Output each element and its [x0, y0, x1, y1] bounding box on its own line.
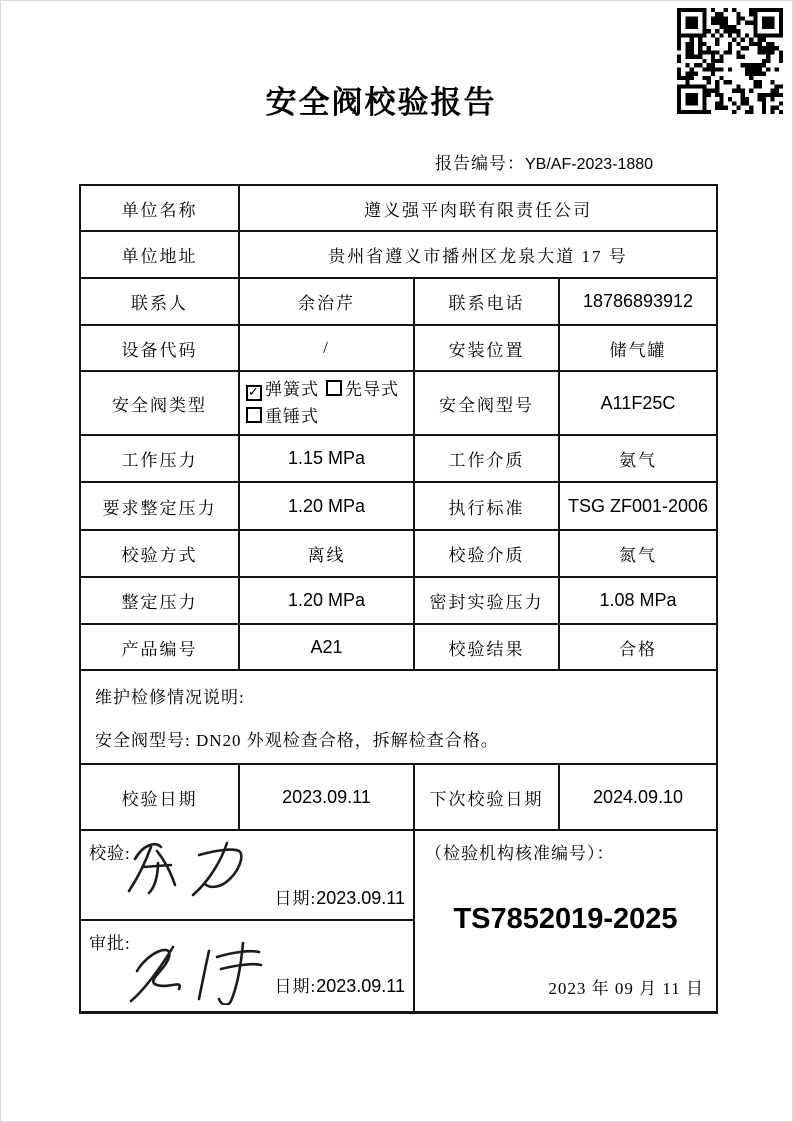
calibrator-label: 校验:	[89, 844, 131, 863]
next-calibration-date-label: 下次校验日期	[414, 764, 559, 830]
next-calibration-date-value: 2024.09.10	[559, 764, 717, 830]
calibrator-signature-cell	[80, 830, 414, 920]
approver-signature	[117, 933, 272, 1005]
valve-type-option-label: 重锤式	[265, 407, 319, 426]
calibration-medium-label: 校验介质	[414, 530, 559, 577]
set-pressure-label: 整定压力	[80, 577, 239, 624]
approver-label: 审批:	[89, 934, 131, 953]
checkbox-checked-icon: ✓	[246, 385, 262, 401]
calibrator-signature	[121, 835, 261, 897]
report-table	[79, 184, 718, 1014]
standard-value: TSG ZF001-2006	[559, 482, 717, 530]
set-pressure-value: 1.20 MPa	[239, 577, 414, 624]
valve-model-label: 安全阀型号	[414, 371, 559, 435]
table-row	[80, 185, 717, 231]
report-number-label: 报告编号：	[435, 154, 525, 173]
maintenance-title: 维护检修情况说明:	[95, 688, 245, 707]
required-set-pressure-value: 1.20 MPa	[239, 482, 414, 530]
calibration-medium-value: 氮气	[559, 530, 717, 577]
table-row	[80, 231, 717, 278]
checkbox-unchecked-icon	[326, 380, 342, 396]
valve-type-options	[239, 371, 414, 435]
table-row	[80, 670, 717, 764]
inspection-org-cell	[414, 830, 717, 1012]
unit-address-value: 贵州省遵义市播州区龙泉大道 17 号	[239, 231, 717, 278]
report-number-line	[435, 149, 653, 174]
required-set-pressure-label: 要求整定压力	[80, 482, 239, 530]
valve-model-value: A11F25C	[559, 371, 717, 435]
work-pressure-value: 1.15 MPa	[239, 435, 414, 482]
org-approval-number-label: （检验机构核准编号）：	[425, 844, 615, 863]
table-row	[80, 371, 717, 435]
maintenance-note: 安全阀型号: DN20 外观检查合格，拆解检查合格。	[95, 731, 499, 750]
maintenance-note-cell	[80, 670, 717, 764]
standard-label: 执行标准	[414, 482, 559, 530]
seal-test-pressure-label: 密封实验压力	[414, 577, 559, 624]
issue-date: 2023 年 09 月 11 日	[548, 978, 705, 998]
contact-label: 联系人	[80, 278, 239, 325]
product-number-value: A21	[239, 624, 414, 670]
device-code-label: 设备代码	[80, 325, 239, 371]
calibration-method-value: 离线	[239, 530, 414, 577]
table-row	[80, 278, 717, 325]
unit-name-label: 单位名称	[80, 185, 239, 231]
result-value: 合格	[559, 624, 717, 670]
install-position-label: 安装位置	[414, 325, 559, 371]
checkbox-unchecked-icon	[246, 407, 262, 423]
table-row	[80, 764, 717, 830]
valve-type-option-label: 弹簧式	[265, 380, 319, 399]
contact-value: 余治芹	[239, 278, 414, 325]
result-label: 校验结果	[414, 624, 559, 670]
table-row	[80, 325, 717, 371]
table-row	[80, 530, 717, 577]
device-code-value: /	[239, 325, 414, 371]
approver-signature-cell	[80, 920, 414, 1012]
calibration-method-label: 校验方式	[80, 530, 239, 577]
table-row	[80, 830, 717, 920]
phone-value: 18786893912	[559, 278, 717, 325]
calibrator-date: 日期:2023.09.11	[274, 888, 405, 908]
phone-label: 联系电话	[414, 278, 559, 325]
table-row	[80, 482, 717, 530]
valve-type-option-label: 先导式	[345, 380, 399, 399]
valve-type-label: 安全阀类型	[80, 371, 239, 435]
table-row	[80, 435, 717, 482]
product-number-label: 产品编号	[80, 624, 239, 670]
report-number-value: YB/AF-2023-1880	[525, 156, 654, 173]
unit-name-value: 遵义强平肉联有限责任公司	[239, 185, 717, 231]
approver-date: 日期:2023.09.11	[274, 975, 405, 996]
work-medium-label: 工作介质	[414, 435, 559, 482]
org-approval-number-value: TS7852019-2025	[453, 903, 678, 935]
table-row	[80, 624, 717, 670]
seal-test-pressure-value: 1.08 MPa	[559, 577, 717, 624]
valve-type-option-spring	[246, 380, 319, 399]
calibration-date-label: 校验日期	[80, 764, 239, 830]
valve-type-option-weight	[246, 407, 319, 426]
calibration-date-value: 2023.09.11	[239, 764, 414, 830]
work-pressure-label: 工作压力	[80, 435, 239, 482]
install-position-value: 储气罐	[559, 325, 717, 371]
table-row	[80, 577, 717, 624]
work-medium-value: 氨气	[559, 435, 717, 482]
unit-address-label: 单位地址	[80, 231, 239, 278]
valve-type-option-pilot	[326, 380, 399, 399]
page-title: 安全阀校验报告	[265, 85, 497, 120]
